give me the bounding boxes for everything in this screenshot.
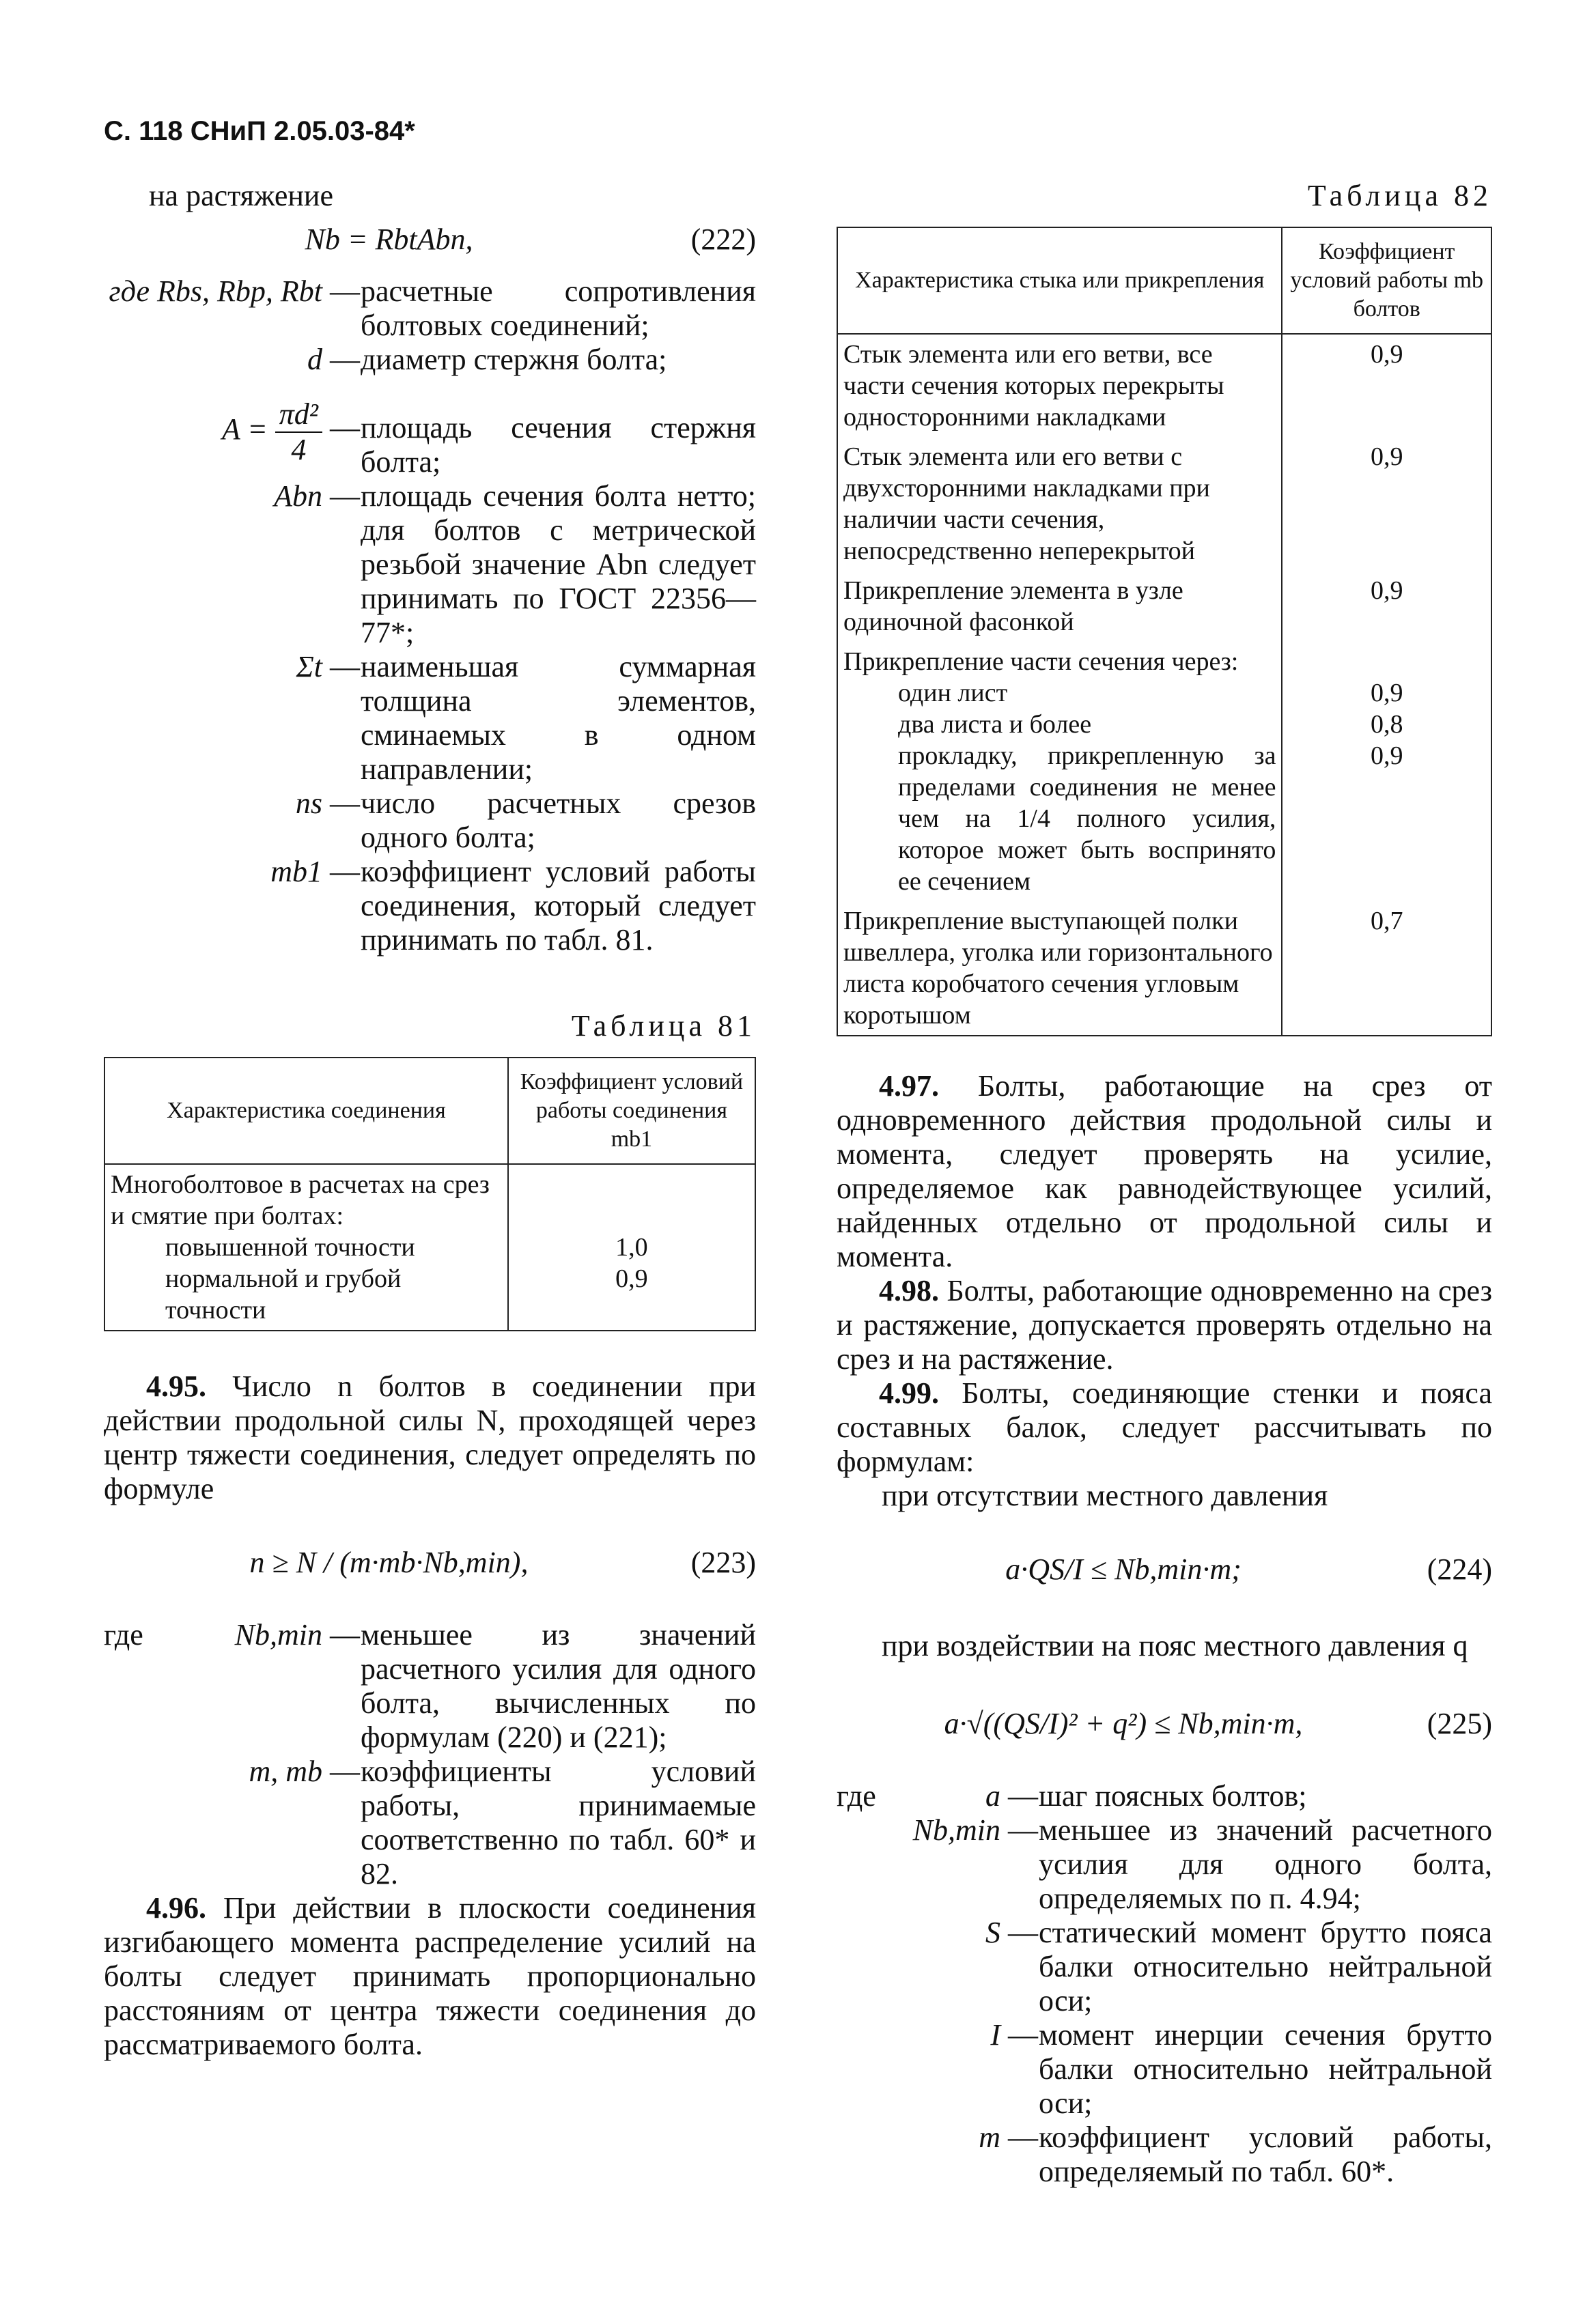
left-column: [104, 179, 756, 2062]
section-number: 4.95.: [146, 1370, 206, 1403]
table-header-row: [837, 227, 1491, 334]
section-text: Болты, работающие на срез от одновременного действия продольной силы и момента, следует проверять на усилие, определяемое как равнодействующее усилий, найденных отдельно от продольной силы и момента.: [837, 1069, 1492, 1273]
def-text: шаг поясных болтов;: [1039, 1779, 1307, 1813]
formula-222-expr: Nb = RbtAbn,: [305, 223, 473, 256]
table-81-value: 1,0: [615, 1233, 648, 1262]
def-symbol: m, mb: [249, 1755, 322, 1788]
table-row: [104, 1164, 755, 1331]
definitions-list-2: где Nb,min — меньшее из значений расчетного усилия для одного болта, вычисленных по формулам (220) и (221); m, mb — коэффициенты условий работы, принимаемые соответственно по табл. 60* и 82.: [104, 1618, 756, 1890]
table-82-cell: [837, 642, 1282, 901]
area-fraction: [275, 397, 322, 467]
table-81-row-label: Многоболтовое в расчетах на срез и смятие при болтах:: [111, 1170, 490, 1230]
table-row: [837, 901, 1491, 1036]
area-fraction-denominator: 4: [291, 433, 307, 466]
section-number: 4.99.: [879, 1376, 939, 1410]
section-4-98: [837, 1274, 1492, 1376]
definitions-list-1: где Rbs, Rbp, Rbt — расчетные сопротивления болтовых соединений; d — диаметр стержня болта; A = $\frac{\text{πd²}}{4}$ — площадь сечения стержня болта; Abn — площадь сечения болта нетто; для болтов с метрической резьбой значение Abn следует принимать по ГОСТ 22356—77*; Σt — наименьшая суммарная толщина элементов, сминаемых в одном направлении; ns — число расчетных срезов одного болта; mb1 — коэффициент условий работы соединения, который следует принимать по табл. 81.: [104, 274, 756, 957]
def-text: меньшее из значений расчетного усилия для одного болта, вычисленных по формулам (220) и (221);: [361, 1618, 756, 1754]
def-symbol: I: [990, 2018, 1000, 2052]
table-82-cell: Прикрепление выступающей полки швеллера, уголка или горизонтального листа коробчатого сечения угловым коротышом: [837, 901, 1282, 1036]
definitions-list-3: где a — шаг поясных болтов; Nb,min — меньшее из значений расчетного усилия для одного болта, определяемых по п. 4.94; S — статический момент брутто пояса балки относительно нейтральной оси; I — момент инерции сечения брутто балки относительно нейтральной оси; m — коэффициент условий работы, определяемый по табл. 60*.: [837, 1779, 1492, 2188]
section-text: Число n болтов в соединении при действии продольной силы N, проходящей через центр тяжести соединения, следует определять по формуле: [104, 1370, 756, 1505]
def-symbol: d: [307, 343, 322, 376]
table-header-row: [104, 1058, 755, 1164]
area-fraction-numerator: πd²: [275, 397, 322, 433]
local-pressure-text: при воздействии на пояс местного давления q: [882, 1629, 1468, 1662]
section-4-95: [104, 1370, 756, 1506]
def-text: момент инерции сечения брутто балки относительно нейтральной оси;: [1039, 2018, 1492, 2120]
def-text: расчетные сопротивления болтовых соединений;: [361, 274, 756, 342]
def-symbol: S: [985, 1916, 1000, 1949]
def-text: коэффициент условий работы, определяемый по табл. 60*.: [1039, 2121, 1492, 2188]
def-text: меньшее из значений расчетного усилия для одного болта, определяемых по п. 4.94;: [1039, 1813, 1492, 1915]
section-text: Болты, соединяющие стенки и пояса составных балок, следует рассчитывать по формулам:: [837, 1376, 1492, 1478]
table-82-value: 0,8: [1370, 710, 1403, 739]
table-row: [837, 334, 1491, 437]
table-81-col-2-header: Коэффициент условий работы соединения mb1: [508, 1058, 755, 1164]
right-column: [837, 179, 1492, 2189]
table-82-row-sub: прокладку, прикрепленную за пределами соединения не менее чем на 1/4 полного усилия, которое может быть воспринято ее сечением: [898, 741, 1276, 896]
def-symbol: a: [985, 1779, 1000, 1813]
table-82-cell: Стык элемента или его ветви, все части сечения которых перекрыты односторонними накладками: [837, 334, 1282, 437]
formula-224-expr: a·QS/I ≤ Nb,min·m;: [1005, 1553, 1242, 1586]
table-82-cell: Прикрепление элемента в узле одиночной фасонкой: [837, 571, 1282, 642]
formula-225-expr: a·√((QS/I)² + q²) ≤ Nb,min·m,: [944, 1707, 1303, 1740]
table-82-cell: Стык элемента или его ветви с двухсторонними накладками при наличии части сечения, непосредственно неперекрытой: [837, 437, 1282, 571]
page-header: С. 118 СНиП 2.05.03-84*: [104, 116, 415, 146]
formula-223-expr: n ≥ N / (m·mb·Nb,min),: [249, 1546, 529, 1579]
table-81-col-1-header: Характеристика соединения: [104, 1058, 508, 1164]
table-row: [837, 571, 1491, 642]
table-82-value: 0,9: [1370, 679, 1403, 707]
def-text: статический момент брутто пояса балки относительно нейтральной оси;: [1039, 1916, 1492, 2017]
section-text: При действии в плоскости соединения изгибающего момента распределение усилий на болты следует принимать пропорционально расстояниям от центра тяжести соединения до рассматриваемого болта.: [104, 1891, 756, 2061]
def-symbol: Nb,min: [234, 1618, 322, 1652]
formula-224: [837, 1540, 1492, 1602]
table-81-cell: [508, 1164, 755, 1331]
def-symbol: m: [979, 2121, 1000, 2154]
table-row: [837, 642, 1491, 901]
def-text: коэффициент условий работы соединения, который следует принимать по табл. 81.: [361, 855, 756, 956]
def-symbol: mb1: [270, 855, 322, 888]
def-text: коэффициенты условий работы, принимаемые соответственно по табл. 60* и 82.: [361, 1755, 756, 1890]
table-81-caption: Таблица 81: [571, 1009, 756, 1043]
section-text: Болты, работающие одновременно на срез и растяжение, допускается проверять отдельно на срез и на растяжение.: [837, 1274, 1492, 1376]
def-symbol: Σt: [296, 650, 322, 683]
formula-223: [104, 1529, 756, 1604]
formula-222: [104, 223, 756, 266]
def-symbol: A = $\frac{\text{πd²}}{4}$: [104, 377, 329, 479]
no-local-pressure-text: при отсутствии местного давления: [882, 1479, 1328, 1512]
formula-223-number: (223): [690, 1546, 756, 1579]
table-82: [837, 227, 1492, 1036]
intro-tension: на растяжение: [149, 179, 333, 212]
table-82-cell: [1282, 642, 1491, 901]
def-symbol: где Rbs, Rbp, Rbt: [109, 274, 322, 308]
table-82-caption: Таблица 82: [1307, 179, 1492, 212]
formula-225-number: (225): [1427, 1707, 1492, 1740]
table-82-value: 0,9: [1282, 334, 1491, 437]
def-text: площадь сечения болта нетто; для болтов с метрической резьбой значение Abn следует принимать по ГОСТ 22356—77*;: [361, 479, 756, 649]
table-82-value: 0,7: [1282, 901, 1491, 1036]
section-number: 4.97.: [879, 1069, 939, 1103]
def-symbol: Nb,min: [912, 1813, 1000, 1847]
section-4-96: [104, 1891, 756, 2062]
section-4-97: [837, 1069, 1492, 1274]
def-symbol: Abn: [274, 479, 322, 513]
def-symbol: ns: [295, 787, 322, 820]
where-label: где: [104, 1618, 143, 1652]
table-82-value: 0,9: [1282, 571, 1491, 642]
formula-224-number: (224): [1427, 1553, 1492, 1586]
table-81-row-sub: нормальной и грубой точности: [165, 1264, 402, 1324]
section-4-99: [837, 1376, 1492, 1479]
table-82-row-sub: один лист: [898, 679, 1008, 707]
where-label: где: [837, 1779, 876, 1813]
table-81-row-sub: повышенной точности: [165, 1233, 415, 1262]
table-82-row-sub: два листа и более: [898, 710, 1092, 739]
def-text: наименьшая суммарная толщина элементов, сминаемых в одном направлении;: [361, 650, 756, 786]
formula-225: [837, 1690, 1492, 1759]
table-81-cell: [104, 1164, 508, 1331]
section-number: 4.96.: [146, 1891, 206, 1925]
section-number: 4.98.: [879, 1274, 939, 1307]
formula-222-number: (222): [690, 223, 756, 256]
table-82-col-2-header: Коэффициент условий работы mb болтов: [1282, 227, 1491, 334]
table-81-value: 0,9: [615, 1264, 648, 1293]
table-82-row-label: Прикрепление части сечения через:: [843, 647, 1239, 676]
table-row: [837, 437, 1491, 571]
table-82-value: 0,9: [1370, 741, 1403, 770]
table-81: [104, 1057, 756, 1331]
def-text: площадь сечения стержня болта;: [361, 411, 756, 479]
def-text: диаметр стержня болта;: [361, 343, 667, 376]
table-82-col-1-header: Характеристика стыка или прикрепления: [837, 227, 1282, 334]
def-text: число расчетных срезов одного болта;: [361, 787, 756, 854]
table-82-value: 0,9: [1282, 437, 1491, 571]
